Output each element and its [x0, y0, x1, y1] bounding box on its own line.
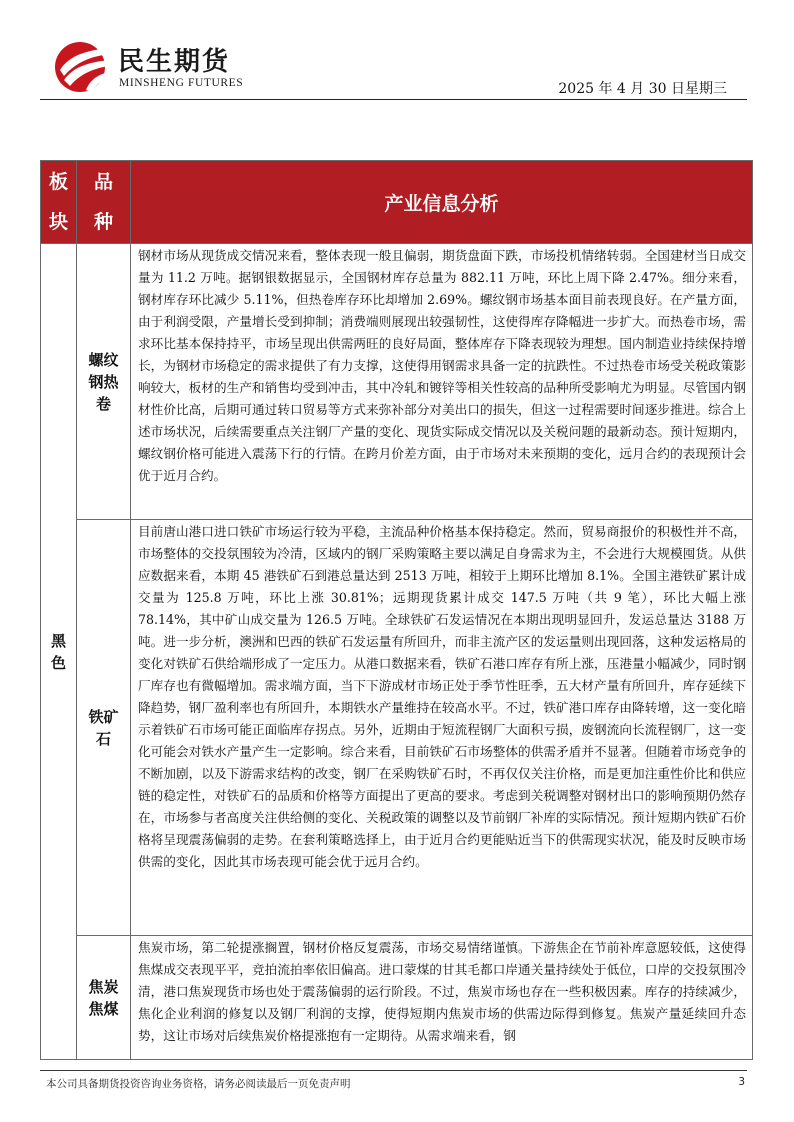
report-date: 2025 年 4 月 30 日星期三 [558, 81, 727, 97]
category-cell [41, 244, 77, 1060]
header-variety [77, 161, 131, 244]
variety-label: 铁矿石 [88, 707, 119, 748]
header-board [41, 161, 77, 244]
minsheng-logo-icon [52, 40, 112, 94]
industry-analysis-table [40, 160, 753, 1060]
variety-cell [77, 244, 131, 520]
analysis-text: 焦炭市场，第二轮提涨搁置，钢材价格反复震荡，市场交易情绪谨慎。下游焦企在节前补库意愿较低，这使得焦煤成交表现平平，竞拍流拍率依旧偏高。进口蒙煤的甘其毛都口岸通关量持续处于低位，口岸的交投氛围冷清，港口焦炭现货市场也处于震荡偏弱的运行阶段。不过，焦炭市场也存在一些积极因素。库存的持续减少，焦化企业利润的修复以及钢厂利润的支撑，使得短期内焦炭市场的供需边际得到修复。焦炭产量延续回升态势，这让市场对后续焦炭价格提涨抱有一定期待。从需求端来看，钢 [138, 940, 746, 1043]
table-header-row [41, 161, 753, 244]
brand-name-cn: 民生期货 [118, 47, 231, 77]
brand-name-en: MINSHENG FUTURES [119, 77, 244, 89]
page-number: 3 [738, 1076, 745, 1088]
footer-divider [40, 1070, 747, 1071]
analysis-cell [131, 936, 753, 1060]
variety-label: 焦炭焦煤 [88, 977, 119, 1018]
footer-disclaimer: 本公司具备期货投资咨询业务资格，请务必阅读最后一页免责声明 [46, 1078, 351, 1090]
variety-cell [77, 520, 131, 936]
category-label: 黑色 [50, 631, 66, 672]
header-analysis: 产业信息分析 [131, 161, 753, 244]
analysis-text: 目前唐山港口进口铁矿市场运行较为平稳，主流品种价格基本保持稳定。然而，贸易商报价的积极性并不高，市场整体的交投氛围较为冷清，区域内的钢厂采购策略主要以满足自身需求为主，不会进行大规模囤货。从供应数据来看，本期 45 港铁矿石到港总量达到 2513 万吨，相较于上期环比增加 8.1%。全国主港铁矿累计成交量为 125.8 万吨，环比上涨 30.81%；远期现货累计成交 147.5 万吨（共 9 笔），环比大幅上涨 78.14%，其中矿山成交量为 126.5 万吨。全球铁矿石发运情况在本期出现明显回升，发运总量达 3188 万吨。进一步分析，澳洲和巴西的铁矿石发运量有所回升，而非主流产区的发运量则出现回落，这种发运格局的变化对铁矿石供给端形成了一定压力。从港口数据来看，铁矿石港口库存有所上涨，压港量小幅减少，同时钢厂库存也有微幅增加。需求端方面，当下下游成材市场正处于季节性旺季，五大材产量有所回升，库存延续下降趋势，钢厂盈利率也有所回升，本期铁水产量维持在较高水平。不过，铁矿港口库存由降转增，这一变化暗示着铁矿石市场可能正面临库存拐点。另外，近期由于短流程钢厂大面积亏损，废钢流向长流程钢厂，这一变化可能会对铁水产量产生一定影响。综合来看，目前铁矿石市场整体的供需矛盾并不显著。但随着市场竞争的不断加剧，以及下游需求结构的改变，钢厂在采购铁矿石时，不再仅仅关注价格，而是更加注重性价比和供应链的稳定性，对铁矿石的品质和价格等方面提出了更高的要求。考虑到关税调整对钢材出口的影响预期仍然存在，市场参与者高度关注供给侧的变化、关税政策的调整以及节前钢厂补库的实际情况。预计短期内铁矿石价格将呈现震荡偏弱的走势。在套利策略选择上，由于近月合约更能贴近当下的供需现实状况，能及时反映市场供需的变化，因此其市场表现可能会优于远月合约。 [138, 524, 746, 869]
header-variety-label: 品种 [93, 171, 113, 233]
analysis-cell [131, 520, 753, 936]
analysis-text: 钢材市场从现货成交情况来看，整体表现一般且偏弱，期货盘面下跌，市场投机情绪转弱。全国建材当日成交量为 11.2 万吨。据钢银数据显示，全国钢材库存总量为 882.11 万吨，环比上周下降 2.47%。细分来看，钢材库存环比减少 5.11%，但热卷库存环比却增加 2.69%。螺纹钢市场基本面目前表现良好。在产量方面，由于利润受限，产量增长受到抑制；消费端则展现出较强韧性，这使得库存降幅进一步扩大。而热卷市场，需求环比基本保持持平，市场呈现出供需两旺的良好局面，整体库存下降表现较为理想。国内制造业持续保持增长，为钢材市场稳定的需求提供了有力支撑，这使得用钢需求具备一定的抗跌性。不过热卷市场受关税政策影响较大，板材的生产和销售均受到冲击，其中冷轧和镀锌等相关性较高的品种所受影响尤为明显。尽管国内钢材性价比高，后期可通过转口贸易等方式来弥补部分对美出口的损失，但这一过程需要时间逐步推进。综合上述市场状况，后续需要重点关注钢厂产量的变化、现货实际成交情况以及关税问题的最新动态。预计短期内，螺纹钢价格可能进入震荡下行的行情。在跨月价差方面，由于市场对未来预期的变化，远月合约的表现预计会优于近月合约。 [138, 248, 746, 483]
analysis-cell [131, 244, 753, 520]
table-row [41, 244, 753, 520]
header-board-label: 板块 [48, 171, 68, 233]
table-row [41, 936, 753, 1060]
table-row [41, 520, 753, 936]
variety-cell [77, 936, 131, 1060]
header-divider [40, 99, 747, 100]
variety-label: 螺纹钢热卷 [88, 350, 119, 413]
